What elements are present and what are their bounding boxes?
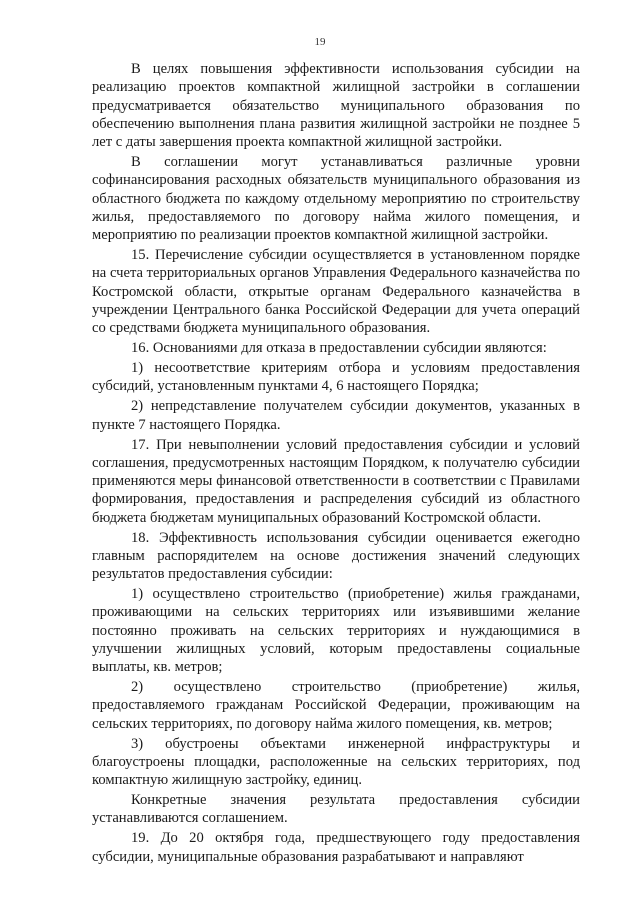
list-item-18-1: 1) осуществлено строительство (приобретение) жилья гражданами, проживающими на сельских территориях или изъявившими желание постоянно проживать на сельских территориях и нуждающимися в улучшении жилищных условий, которым предоставлены социальные выплаты, кв. метров; <box>92 586 580 676</box>
document-body <box>92 60 580 867</box>
list-item-16-1: 1) несоответствие критериям отбора и условиям предоставления субсидий, установленным пунктами 4, 6 настоящего Порядка; <box>92 360 580 395</box>
paragraph-compact-housing-obligation: В целях повышения эффективности использования субсидии на реализацию проектов компактной жилищной застройки в соглашении предусматривается обязательство муниципального образования по обеспечению выполнения плана развития жилищной застройки не позднее 5 лет с даты завершения проекта компактной жилищной застройки. <box>92 61 580 151</box>
list-item-16-2: 2) непредставление получателем субсидии документов, указанных в пункте 7 настоящего Порядка. <box>92 398 580 433</box>
paragraph-17-responsibility: 17. При невыполнении условий предоставления субсидии и условий соглашения, предусмотренных настоящим Порядком, к получателю субсидии применяются меры финансовой ответственности в соответствии с Правилами формирования, предоставления и распределения субсидий из областного бюджета бюджетам муниципальных образований Костромской области. <box>92 436 580 526</box>
page-number: 19 <box>314 36 326 48</box>
paragraph-18-efficiency: 18. Эффективность использования субсидии оценивается ежегодно главным распорядителем на основе достижения значений следующих результатов предоставления субсидии: <box>92 529 580 583</box>
list-item-18-3: 3) обустроены объектами инженерной инфраструктуры и благоустроены площадки, расположенные на сельских территориях, под компактную жилищную застройку, единиц. <box>92 735 580 789</box>
list-item-18-2: 2) осуществлено строительство (приобретение) жилья, предоставляемого гражданам Российской Федерации, проживающим на сельских территориях, по договору найма жилого помещения, кв. метров; <box>92 679 580 732</box>
paragraph-result-values: Конкретные значения результата предоставления субсидии устанавливаются соглашением. <box>92 792 580 827</box>
paragraph-19-deadline: 19. До 20 октября года, предшествующего году предоставления субсидии, муниципальные образования разрабатывают и направляют <box>92 830 580 865</box>
paragraph-cofinancing-levels: В соглашении могут устанавливаться различные уровни софинансирования расходных обязательств муниципального образования из областного бюджета по каждому отдельному мероприятию по строительству жилья, предоставляемого по договору найма жилого помещения, и мероприятию по реализации проектов компактной жилищной застройки. <box>92 154 580 244</box>
paragraph-16-refusal-grounds: 16. Основаниями для отказа в предоставлении субсидии являются: <box>131 340 547 357</box>
paragraph-15-transfer: 15. Перечисление субсидии осуществляется в установленном порядке на счета территориальных органов Управления Федерального казначейства по Костромской области, открытые органам Федерального казначейства в учреждении Центрального банка Российской Федерации для учета операций со средствами бюджета муниципального образования. <box>92 247 580 337</box>
